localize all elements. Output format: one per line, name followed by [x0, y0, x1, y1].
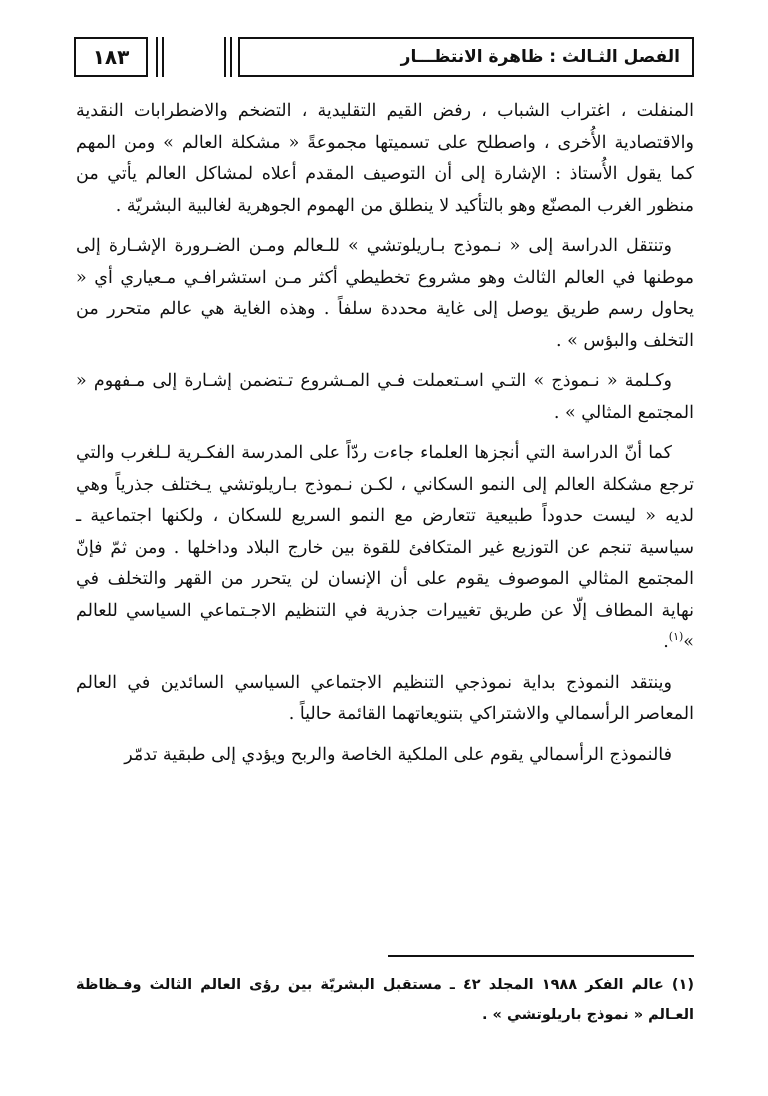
paragraph: وتنتقل الدراسة إلى « نـموذج بـاريلوتشي » للـعالم ومـن الضـرورة الإشـارة إلى موطنها في العالم الثالث وهو مشروع تخطيطي أكثر مـن استشرافـي مـعياري أي « يحاول رسم طريق يوصل إلى غاية محددة سلفاً . وهذه الغاية هي عالم متحرر من التخلف والبؤس » . [76, 236, 694, 351]
chapter-title: الفصل الثـالث : ظاهرة الانتظـــار [238, 37, 694, 77]
paragraph: وكـلمة « نـموذج » التـي اسـتعملت فـي المـشروع تـتضمن إشـارة إلى مـفهوم « المجتمع المثالي » . [76, 371, 694, 423]
footnote: (١) عالم الفكر ١٩٨٨ المجلد ٤٢ ـ مستقبل البشريّة بين رؤى العالم الثالث وفـظاظة العـالم « نموذج باريلوتشي » . [76, 977, 694, 1023]
running-header [74, 37, 694, 77]
paragraph: وينتقد النموذج بداية نموذجي التنظيم الاجتماعي السياسي السائدين في العالم المعاصر الرأسمالي والاشتراكي بتنويعاتهما القائمة حالياً . [76, 672, 694, 724]
paragraph: كما أنّ الدراسة التي أنجزها العلماء جاءت ردّاً على المدرسة الفكـرية لـلغرب والتي ترجع مشكلة العالم إلى النمو السكاني ، لكـن نـموذج بـاريلوتشي يـختلف جذرياً وهي لديه « ليست حدوداً طبيعية تتعارض مع النمو السريع للسكان ، ولكنها اجتماعية ـ سياسية تنجم عن التوزيع غير المتكافئ للقوة بين خارج البلاد وداخلها . ومن ثمّ فإنّ المجتمع المثالي الموصوف يقوم على أن الإنسان لن يتحرر من القهر والتخلف في نهاية المطاف إلّا عن طريق تغييرات جذرية في التنظيم الاجـتماعي السياسي للعالم »$^{(١)}$. [76, 443, 694, 652]
page-number: ١٨٣ [74, 37, 148, 77]
paragraph-text: كما أنّ الدراسة التي أنجزها العلماء جاءت ردّاً على المدرسة الفكـرية لـلغرب والتي ترجع مشكلة العالم إلى النمو السكاني ، لكـن نـموذج بـاريلوتشي يـختلف جذرياً وهي لديه « ليست حدوداً طبيعية تتعارض مع النمو السريع للسكان ، ولكنها اجتماعية ـ سياسية تنجم عن التوزيع غير المتكافئ للقوة بين خارج البلاد وداخلها . ومن ثمّ فإنّ المجتمع المثالي الموصوف يقوم على أن الإنسان لن يتحرر من القهر والتخلف في نهاية المطاف إلّا عن طريق تغييرات جذرية في التنظيم الاجـتماعي السياسي للعالم » [76, 443, 694, 652]
footnote-separator [388, 955, 694, 957]
main-text [76, 96, 694, 780]
header-bar [162, 37, 164, 77]
footnote-marker: (١) [668, 630, 684, 644]
header-bar [156, 37, 158, 77]
header-bar [224, 37, 226, 77]
header-divider-bars [148, 37, 238, 77]
header-bar [230, 37, 232, 77]
paragraph: المنفلت ، اغتراب الشباب ، رفض القيم التقليدية ، التضخم والاضطرابات النقدية والاقتصادية الأُخرى ، واصطلح على تسميتها مجموعةً « مشكلة العالم » ومن المهم كما يقول الأُستاذ : الإشارة إلى أن التوصيف المقدم أعلاه لمشاكل العالم يأتي من منظور الغرب المصنّع وهو بالتأكيد لا ينطلق من الهموم الجوهرية لغالبية البشريّة . [76, 101, 694, 216]
paragraph: فالنموذج الرأسمالي يقوم على الملكية الخاصة والربح ويؤدي إلى طبقية تدمّر [124, 744, 672, 765]
